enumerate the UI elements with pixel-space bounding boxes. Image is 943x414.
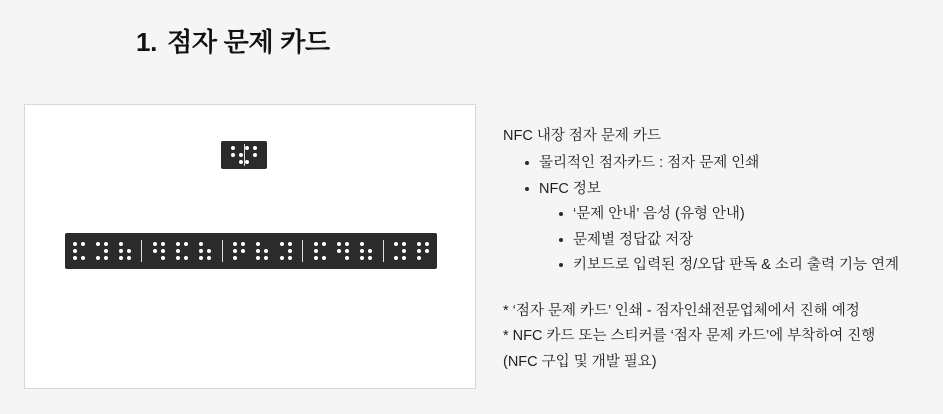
braille-dot [345, 256, 349, 260]
braille-cell [118, 242, 131, 261]
braille-dot [104, 249, 108, 253]
braille-dot [176, 256, 180, 260]
braille-dot [184, 242, 188, 246]
braille-dot [264, 256, 268, 260]
description-lead: NFC 내장 점자 문제 카드 [503, 128, 661, 144]
list-item-label: ‘문제 안내’ 음성 (유형 안내) [573, 206, 745, 223]
braille-dot [360, 242, 364, 246]
braille-dot [199, 256, 203, 260]
braille-dot [288, 242, 292, 246]
list-item-label: 문제별 정답값 저장 [573, 231, 694, 248]
braille-separator [141, 240, 142, 262]
braille-cell [360, 242, 373, 261]
braille-cell [336, 242, 349, 261]
braille-dot [153, 249, 157, 253]
braille-dot [288, 249, 292, 253]
braille-dot [153, 256, 157, 260]
list-item [559, 229, 923, 252]
braille-cell [176, 242, 189, 261]
braille-dot [153, 242, 157, 246]
note-line: * ‘점자 문제 카드’ 인쇄 - 점자인쇄전문업체에서 진해 예정 [503, 302, 860, 319]
braille-dot [245, 146, 249, 150]
braille-dot [231, 153, 235, 157]
braille-dot [417, 242, 421, 246]
braille-dot [264, 249, 268, 253]
braille-cell [279, 242, 292, 261]
braille-dot [127, 256, 131, 260]
braille-dot [322, 249, 326, 253]
description-bullet-list [503, 152, 923, 277]
braille-cell [152, 242, 165, 261]
braille-cell [313, 242, 326, 261]
braille-dot [368, 256, 372, 260]
braille-dot [417, 256, 421, 260]
braille-dot [119, 256, 123, 260]
braille-dot [239, 146, 243, 150]
braille-dot [73, 249, 77, 253]
braille-dot [241, 242, 245, 246]
braille-separator [244, 144, 245, 166]
braille-dot [280, 249, 284, 253]
braille-separator [383, 240, 384, 262]
braille-dot [314, 249, 318, 253]
braille-dot [233, 242, 237, 246]
note-line: (NFC 구입 및 개발 필요) [503, 353, 657, 370]
braille-dot [337, 249, 341, 253]
braille-dot [161, 256, 165, 260]
braille-cell [199, 242, 212, 261]
braille-card-image [24, 104, 476, 389]
braille-dot [402, 256, 406, 260]
braille-dot [368, 242, 372, 246]
braille-dot [207, 256, 211, 260]
braille-dot [253, 153, 257, 157]
braille-dot [81, 242, 85, 246]
braille-dot [184, 256, 188, 260]
braille-dot [81, 256, 85, 260]
braille-dot [425, 242, 429, 246]
braille-dot [256, 242, 260, 246]
braille-dot [322, 242, 326, 246]
braille-dot [119, 242, 123, 246]
description-sub-list [539, 203, 923, 277]
braille-dot [161, 242, 165, 246]
braille-dot [176, 249, 180, 253]
braille-dot [96, 249, 100, 253]
braille-dot [394, 256, 398, 260]
braille-small-card [221, 141, 267, 169]
description-column [503, 125, 923, 376]
braille-dot [199, 249, 203, 253]
braille-dot [231, 146, 235, 150]
braille-dot [345, 242, 349, 246]
braille-dot [241, 256, 245, 260]
braille-dot [345, 249, 349, 253]
list-item [559, 254, 923, 277]
braille-dot [314, 256, 318, 260]
list-item [525, 152, 923, 175]
braille-dot [231, 160, 235, 164]
braille-dot [394, 249, 398, 253]
braille-separator [222, 240, 223, 262]
braille-dot [314, 242, 318, 246]
braille-dot [96, 242, 100, 246]
braille-dot [176, 242, 180, 246]
braille-cell [256, 242, 269, 261]
braille-dot [360, 249, 364, 253]
braille-dot [280, 256, 284, 260]
braille-dot [280, 242, 284, 246]
braille-cell [72, 242, 85, 261]
braille-dot [368, 249, 372, 253]
braille-dot [127, 242, 131, 246]
braille-dot [127, 249, 131, 253]
braille-dot [245, 160, 249, 164]
braille-dot [425, 249, 429, 253]
braille-dot [104, 242, 108, 246]
braille-dot [322, 256, 326, 260]
page-title-text: 점자 문제 카드 [167, 27, 330, 57]
braille-dot [233, 249, 237, 253]
braille-dot [337, 256, 341, 260]
braille-dot [207, 242, 211, 246]
braille-dot [73, 242, 77, 246]
braille-dot [96, 256, 100, 260]
braille-dot [417, 249, 421, 253]
braille-dot [239, 153, 243, 157]
list-item [525, 178, 923, 278]
braille-cell [394, 242, 407, 261]
list-item [559, 203, 923, 226]
note-line: * NFC 카드 또는 스티커를 ‘점자 문제 카드’에 부착하여 진행 [503, 328, 876, 345]
braille-dot [360, 256, 364, 260]
braille-dot [245, 153, 249, 157]
list-item-label: 물리적인 점자카드 : 점자 문제 인쇄 [539, 155, 760, 172]
braille-dot [256, 249, 260, 253]
braille-dot [256, 256, 260, 260]
braille-dot [73, 256, 77, 260]
braille-dot [233, 256, 237, 260]
page-title [136, 22, 330, 59]
braille-cell [95, 242, 108, 261]
braille-dot [119, 249, 123, 253]
braille-dot [253, 146, 257, 150]
braille-dot [253, 160, 257, 164]
braille-dot [402, 242, 406, 246]
braille-cell [417, 242, 430, 261]
braille-dot [184, 249, 188, 253]
braille-dot [288, 256, 292, 260]
braille-long-card [65, 233, 437, 269]
braille-dot [241, 249, 245, 253]
braille-dot [104, 256, 108, 260]
page-title-number: 1. [136, 27, 158, 57]
braille-dot [239, 160, 243, 164]
braille-dot [337, 242, 341, 246]
list-item-label: 키보드로 입력된 정/오답 판독 & 소리 출력 기능 연계 [573, 257, 900, 274]
braille-dot [81, 249, 85, 253]
braille-cell [245, 146, 258, 165]
braille-dot [402, 249, 406, 253]
braille-dot [264, 242, 268, 246]
braille-dot [207, 249, 211, 253]
braille-dot [199, 242, 203, 246]
braille-dot [425, 256, 429, 260]
braille-dot [161, 249, 165, 253]
list-item-label: NFC 정보 [539, 180, 601, 197]
braille-dot [394, 242, 398, 246]
braille-separator [302, 240, 303, 262]
notes-block [503, 300, 923, 374]
braille-cell [231, 146, 244, 165]
braille-cell [233, 242, 246, 261]
